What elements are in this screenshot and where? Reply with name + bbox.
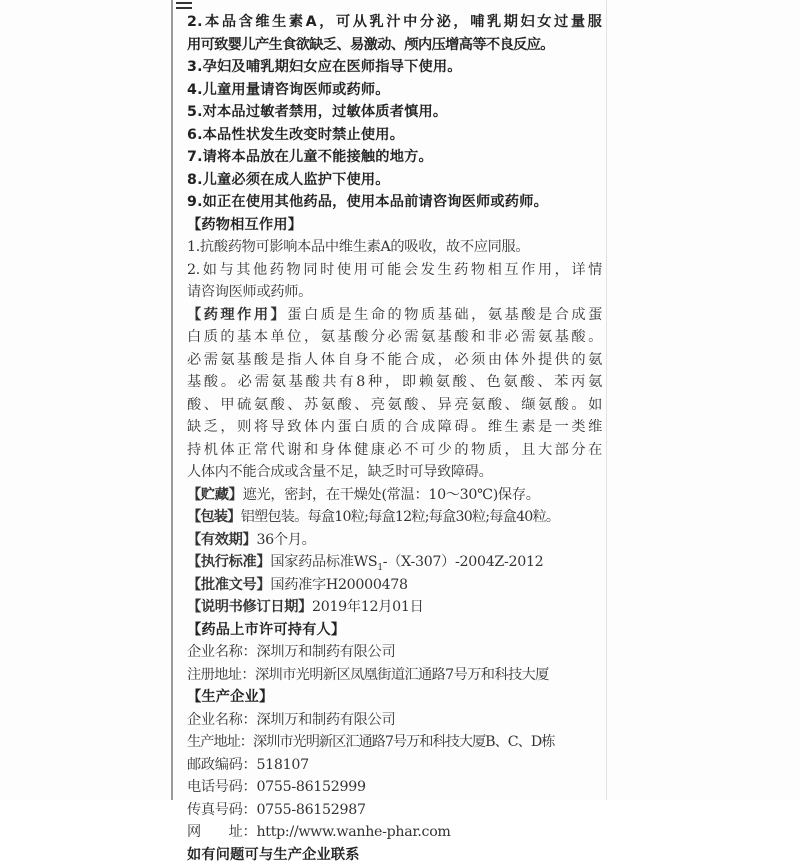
page-right-edge [606, 0, 607, 800]
pharmacology-line: 基酸。必需氨基酸共有8种，即赖氨酸、色氨酸、苯丙氨 [187, 371, 602, 394]
package-heading: 【包装】 [187, 509, 241, 525]
holder-company: 深圳万和制药有限公司 [256, 644, 395, 660]
holder-address-row [187, 664, 602, 687]
page-left-edge [171, 0, 173, 800]
precaution-line: 用可致婴儿产生食欲缺乏、易激动、颅内压增高等不良反应。 [187, 34, 602, 57]
manufacturer-address-row [187, 731, 602, 754]
pharmacology-text: 蛋白质是生命的物质基础，氨基酸是合成蛋 [287, 307, 602, 323]
postcode-row [187, 754, 602, 777]
storage-row [187, 484, 602, 507]
phone-row [187, 776, 602, 799]
standard-subscript: 1 [377, 563, 382, 573]
pharmacology-line: 人体内不能合成或含量不足，缺乏时可导致障碍。 [187, 461, 602, 484]
precaution-line: 3.孕妇及哺乳期妇女应在医师指导下使用。 [187, 56, 602, 79]
postcode: 518107 [256, 757, 308, 773]
validity-text: 36个月。 [256, 532, 315, 548]
interaction-line: 请咨询医师或药师。 [187, 281, 602, 304]
leaflet-content [187, 11, 602, 866]
precaution-line: 7.请将本品放在儿童不能接触的地方。 [187, 146, 602, 169]
revision-text: 2019年12月01日 [312, 599, 423, 615]
precaution-line: 5.对本品过敏者禁用，过敏体质者慎用。 [187, 101, 602, 124]
manufacturer-company-row [187, 709, 602, 732]
website-row [187, 821, 602, 844]
postcode-label: 邮政编码： [187, 757, 256, 773]
phone-label: 电话号码： [187, 779, 256, 795]
fax-row [187, 799, 602, 822]
approval-text: 国药准字H20000478 [270, 577, 407, 593]
standard-text: 国家药品标准WS [270, 554, 377, 570]
precaution-line: 4.儿童用量请咨询医师或药师。 [187, 79, 602, 102]
standard-text-suffix: -（X-307）-2004Z-2012 [383, 554, 544, 570]
pharmacology-line: 酸、甲硫氨酸、苏氨酸、亮氨酸、异亮氨酸、缬氨酸。如 [187, 394, 602, 417]
precaution-line: 2.本品含维生素A，可从乳汁中分泌，哺乳期妇女过量服 [187, 11, 602, 34]
package-row [187, 506, 602, 529]
approval-heading: 【批准文号】 [187, 577, 270, 593]
standard-heading: 【执行标准】 [187, 554, 270, 570]
holder-heading: 【药品上市许可持有人】 [187, 619, 602, 642]
storage-heading: 【贮藏】 [187, 487, 243, 503]
revision-row [187, 596, 602, 619]
pharmacology-line: 缺乏，则将导致体内蛋白质的合成障碍。维生素是一类维 [187, 416, 602, 439]
validity-heading: 【有效期】 [187, 532, 256, 548]
validity-row [187, 529, 602, 552]
pharmacology-line-first [187, 304, 602, 327]
fax-label: 传真号码： [187, 802, 256, 818]
website-label: 网 址： [187, 824, 256, 840]
package-text: 铝塑包装。每盒10粒;每盒12粒;每盒30粒;每盒40粒。 [241, 509, 560, 525]
standard-row [187, 551, 602, 574]
precaution-line: 6.本品性状发生改变时禁止使用。 [187, 124, 602, 147]
pharmacology-line: 持机体正常代谢和身体健康必不可少的物质，且大部分在 [187, 439, 602, 462]
pharmacology-line: 必需氨基酸是指人体自身不能合成，必须由体外提供的氨 [187, 349, 602, 372]
holder-address: 深圳市光明新区凤凰街道汇通路7号万和科技大厦 [255, 667, 549, 683]
phone: 0755-86152999 [256, 779, 365, 795]
pharmacology-heading: 【药理作用】 [187, 307, 287, 323]
contact-footer: 如有问题可与生产企业联系 [187, 844, 602, 866]
interaction-heading: 【药物相互作用】 [187, 214, 602, 237]
interaction-line: 1.抗酸药物可影响本品中维生素A的吸收，故不应同服。 [187, 236, 602, 259]
manufacturer-address: 深圳市光明新区汇通路7号万和科技大厦B、C、D栋 [253, 734, 554, 750]
storage-text: 遮光，密封，在干燥处(常温：10～30℃)保存。 [243, 487, 540, 503]
precaution-line: 9.如正在使用其他药品，使用本品前请咨询医师或药师。 [187, 191, 602, 214]
interaction-line: 2.如与其他药物同时使用可能会发生药物相互作用，详情 [187, 259, 602, 282]
fax: 0755-86152987 [256, 802, 365, 818]
precaution-line: 8.儿童必须在成人监护下使用。 [187, 169, 602, 192]
holder-company-label: 企业名称： [187, 644, 256, 660]
pharmacology-line: 白质的基本单位，氨基酸分必需氨基酸和非必需氨基酸。 [187, 326, 602, 349]
holder-company-row [187, 641, 602, 664]
manufacturer-heading: 【生产企业】 [187, 686, 602, 709]
revision-heading: 【说明书修订日期】 [187, 599, 312, 615]
website: http://www.wanhe-phar.com [256, 824, 450, 840]
approval-row [187, 574, 602, 597]
holder-address-label: 注册地址： [187, 667, 255, 683]
manufacturer-company: 深圳万和制药有限公司 [256, 712, 395, 728]
manufacturer-address-label: 生产地址： [187, 734, 253, 750]
manufacturer-company-label: 企业名称： [187, 712, 256, 728]
